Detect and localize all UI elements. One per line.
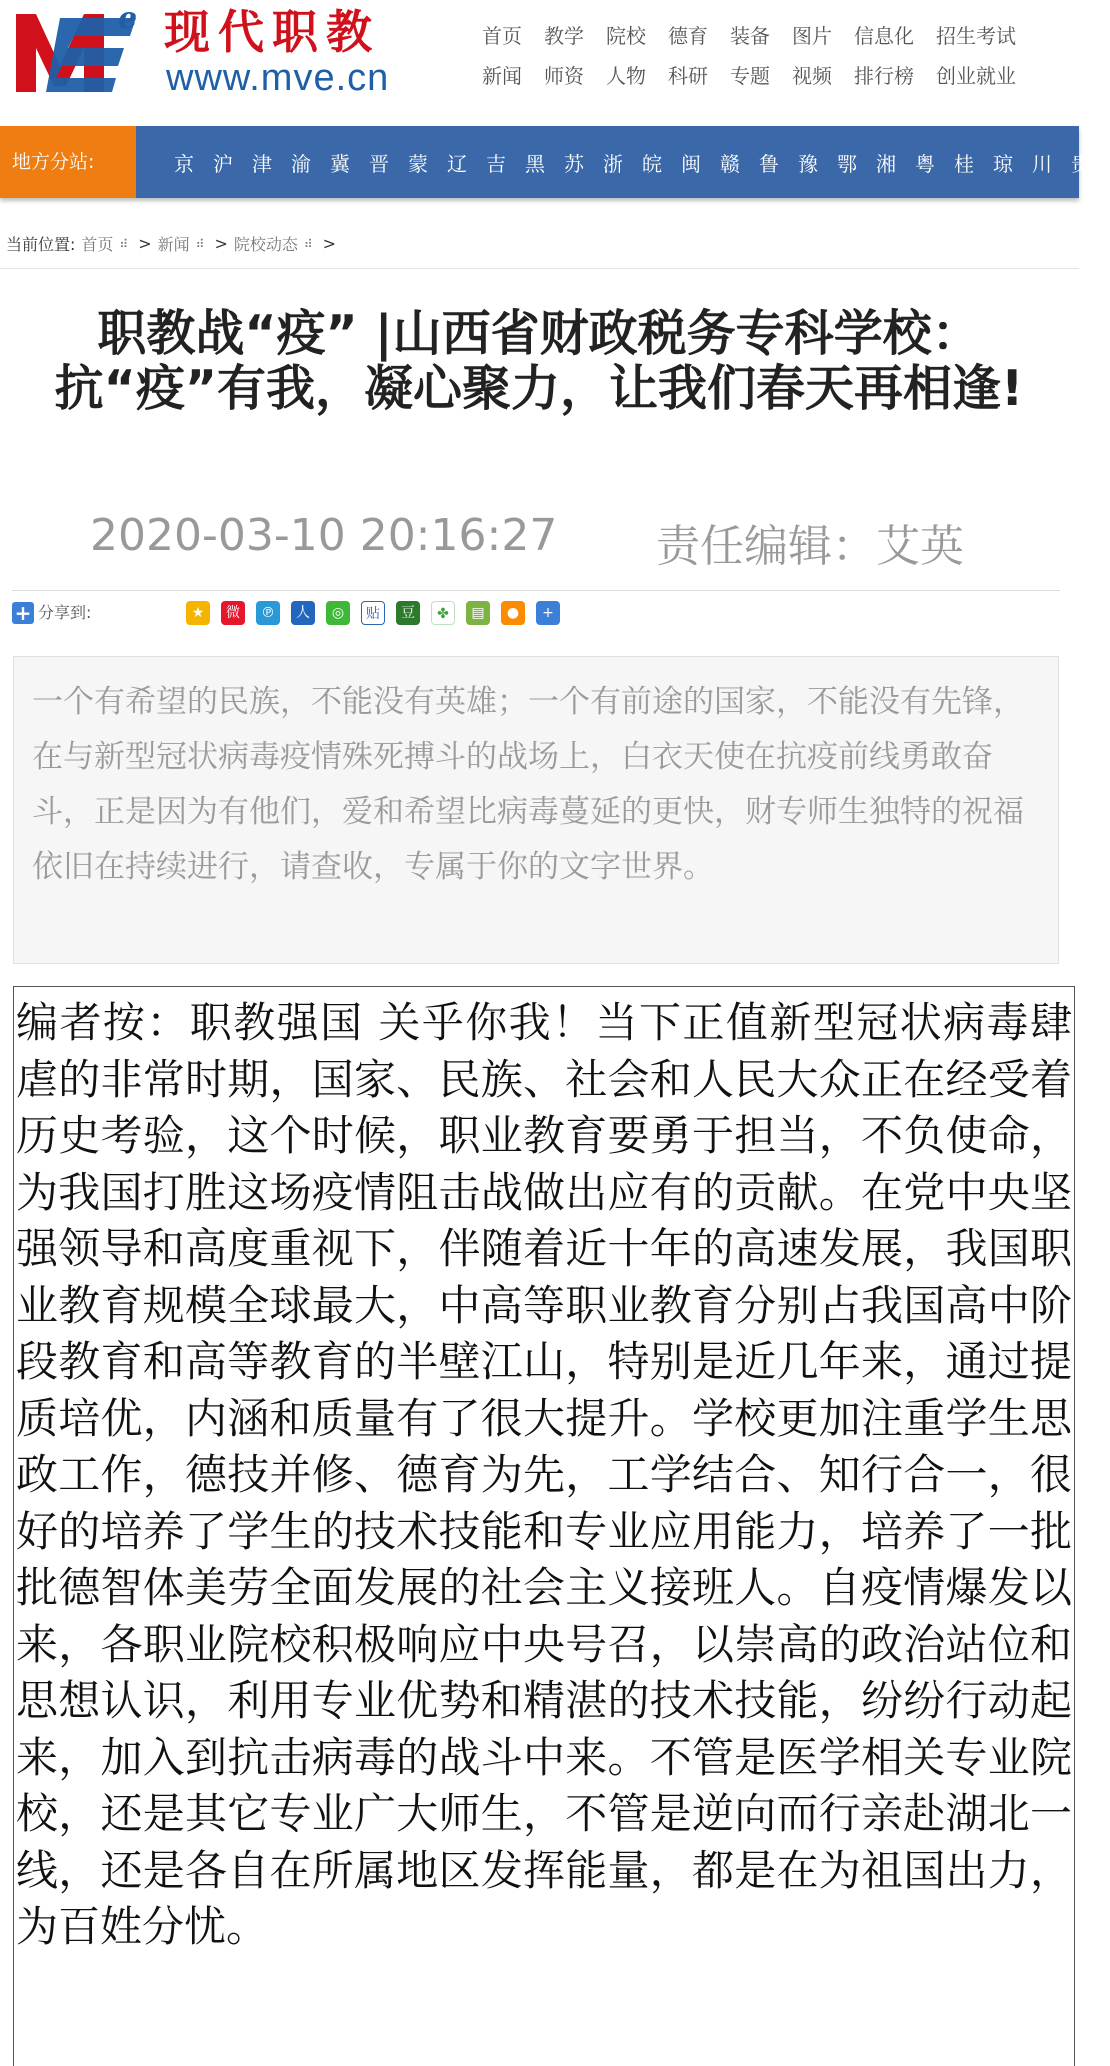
breadcrumb-school-news-link[interactable]: 院校动态 [233, 235, 298, 254]
nav-link-careers[interactable]: 创业就业 [936, 63, 1016, 88]
breadcrumb-prefix: 当前位置: [6, 235, 76, 254]
rss-icon[interactable]: ⠾ [119, 236, 129, 251]
pengyou-icon[interactable]: ▤ [466, 601, 490, 625]
douban-icon[interactable]: 豆 [396, 601, 420, 625]
region-link[interactable]: 晋 [369, 151, 389, 176]
nav-link-rankings[interactable]: 排行榜 [854, 63, 914, 88]
region-link[interactable]: 皖 [642, 151, 662, 176]
region-link[interactable]: 豫 [798, 151, 818, 176]
region-link[interactable]: 津 [252, 151, 272, 176]
region-link[interactable]: 鲁 [759, 151, 779, 176]
region-link[interactable]: 京 [174, 151, 194, 176]
region-link[interactable]: 赣 [720, 151, 740, 176]
tieba-icon[interactable]: 贴 [361, 601, 385, 625]
nav-link-moral-education[interactable]: 德育 [668, 23, 708, 48]
region-link[interactable]: 鄂 [837, 151, 857, 176]
nav-link-informatization[interactable]: 信息化 [854, 23, 914, 48]
breadcrumb-separator: > [138, 234, 152, 253]
region-link[interactable]: 蒙 [408, 151, 428, 176]
breadcrumb-divider [0, 268, 1079, 269]
meta-divider [12, 590, 1060, 591]
nav-link-teaching[interactable]: 教学 [544, 23, 584, 48]
region-link[interactable]: 浙 [603, 151, 623, 176]
region-link[interactable]: 苏 [564, 151, 584, 176]
logo-letter: e [118, 1, 138, 36]
share-bar [12, 600, 1062, 628]
nav-link-pictures[interactable]: 图片 [792, 23, 832, 48]
wechat-icon[interactable]: ◎ [326, 601, 350, 625]
article-meta [0, 510, 1079, 574]
nav-link-videos[interactable]: 视频 [792, 63, 832, 88]
share-label: 分享到: [38, 603, 92, 622]
site-logo[interactable] [16, 1, 446, 99]
share-icons [186, 601, 571, 625]
region-link[interactable]: 黑 [525, 151, 545, 176]
regional-sites-list [174, 126, 1110, 198]
region-link[interactable]: 贵 [1071, 151, 1091, 176]
site-header [0, 0, 1079, 126]
region-link[interactable]: 辽 [447, 151, 467, 176]
logo-url-text: www.mve.cn [166, 57, 390, 99]
qq-friend-icon[interactable]: ● [501, 601, 525, 625]
region-link[interactable]: 沪 [213, 151, 233, 176]
region-link[interactable]: 吉 [486, 151, 506, 176]
top-nav-row-2 [482, 54, 1072, 94]
nav-link-news[interactable]: 新闻 [482, 63, 522, 88]
share-plus-icon[interactable]: + [12, 602, 34, 624]
weibo-icon[interactable]: 微 [221, 601, 245, 625]
nav-link-teachers[interactable]: 师资 [544, 63, 584, 88]
top-nav-row-1 [482, 14, 1072, 54]
breadcrumb-home-link[interactable]: 首页 [81, 235, 114, 254]
region-link[interactable]: 粤 [915, 151, 935, 176]
qzone-icon[interactable]: ★ [186, 601, 210, 625]
region-link[interactable]: 琼 [993, 151, 1013, 176]
region-link[interactable]: 渝 [291, 151, 311, 176]
nav-link-research[interactable]: 科研 [668, 63, 708, 88]
publish-date: 2020-03-10 20:16:27 [90, 510, 558, 561]
logo-chinese-name: 现代职教 [164, 5, 380, 59]
renren-icon[interactable]: 人 [291, 601, 315, 625]
nav-link-people[interactable]: 人物 [606, 63, 646, 88]
rss-icon[interactable]: ⠾ [195, 236, 205, 251]
tencent-weibo-icon[interactable]: ℗ [256, 601, 280, 625]
kaixin-icon[interactable]: ✤ [431, 601, 455, 625]
nav-link-enrollment[interactable]: 招生考试 [936, 23, 1016, 48]
region-link[interactable]: 冀 [330, 151, 350, 176]
rss-icon[interactable]: ⠾ [303, 236, 313, 251]
region-link[interactable]: 桂 [954, 151, 974, 176]
more-share-icon[interactable]: + [536, 601, 560, 625]
responsible-editor: 责任编辑：艾英 [656, 521, 964, 572]
regional-sites-label: 地方分站: [0, 126, 136, 198]
region-link[interactable]: 川 [1032, 151, 1052, 176]
nav-link-equipment[interactable]: 装备 [730, 23, 770, 48]
editor-note: 编者按：职教强国 关乎你我！当下正值新型冠状病毒肆虐的非常时期，国家、民族、社会和人民大众正在经受着历史考验，这个时候，职业教育要勇于担当，不负使命，为我国打胜这场疫情阻击战做出应有的贡献。在党中央坚强领导和高度重视下，伴随着近十年的高速发展，我国职业教育规模全球最大，中高等职业教育分别占我国高中阶段教育和高等教育的半壁江山，特别是近几年来，通过提质培优，内涵和质量有了很大提升。学校更加注重学生思政工作，德技并修、德育为先，工学结合、知行合一，很好的培养了学生的技术技能和专业应用能力，培养了一批批德智体美劳全面发展的社会主义接班人。自疫情爆发以来，各职业院校积极响应中央号召，以崇高的政治站位和思想认识，利用专业优势和精湛的技术技能，纷纷行动起来，加入到抗击病毒的战斗中来。不管是医学相关专业院校，还是其它专业广大师生，不管是逆向而行亲赴湖北一线，还是各自在所属地区发挥能量，都是在为祖国出力，为百姓分忧。 [13, 986, 1075, 2066]
breadcrumb [6, 232, 342, 255]
article-summary: 一个有希望的民族，不能没有英雄；一个有前途的国家，不能没有先锋，在与新型冠状病毒疫情殊死搏斗的战场上，白衣天使在抗疫前线勇敢奋斗，正是因为有他们，爱和希望比病毒蔓延的更快，财专师生独特的祝福依旧在持续进行，请查收，专属于你的文字世界。 [13, 656, 1059, 964]
nav-link-home[interactable]: 首页 [482, 23, 522, 48]
nav-link-topics[interactable]: 专题 [730, 63, 770, 88]
breadcrumb-separator: > [214, 234, 228, 253]
breadcrumb-news-link[interactable]: 新闻 [157, 235, 190, 254]
article-title: 职教战“疫” |山西省财政税务专科学校：抗“疫”有我，凝心聚力，让我们春天再相逢! [54, 305, 1024, 417]
regional-sites-bar [0, 126, 1091, 198]
region-link[interactable]: 湘 [876, 151, 896, 176]
top-navigation [482, 14, 1072, 94]
nav-link-schools[interactable]: 院校 [606, 23, 646, 48]
breadcrumb-separator: > [322, 234, 337, 253]
region-link[interactable]: 闽 [681, 151, 701, 176]
